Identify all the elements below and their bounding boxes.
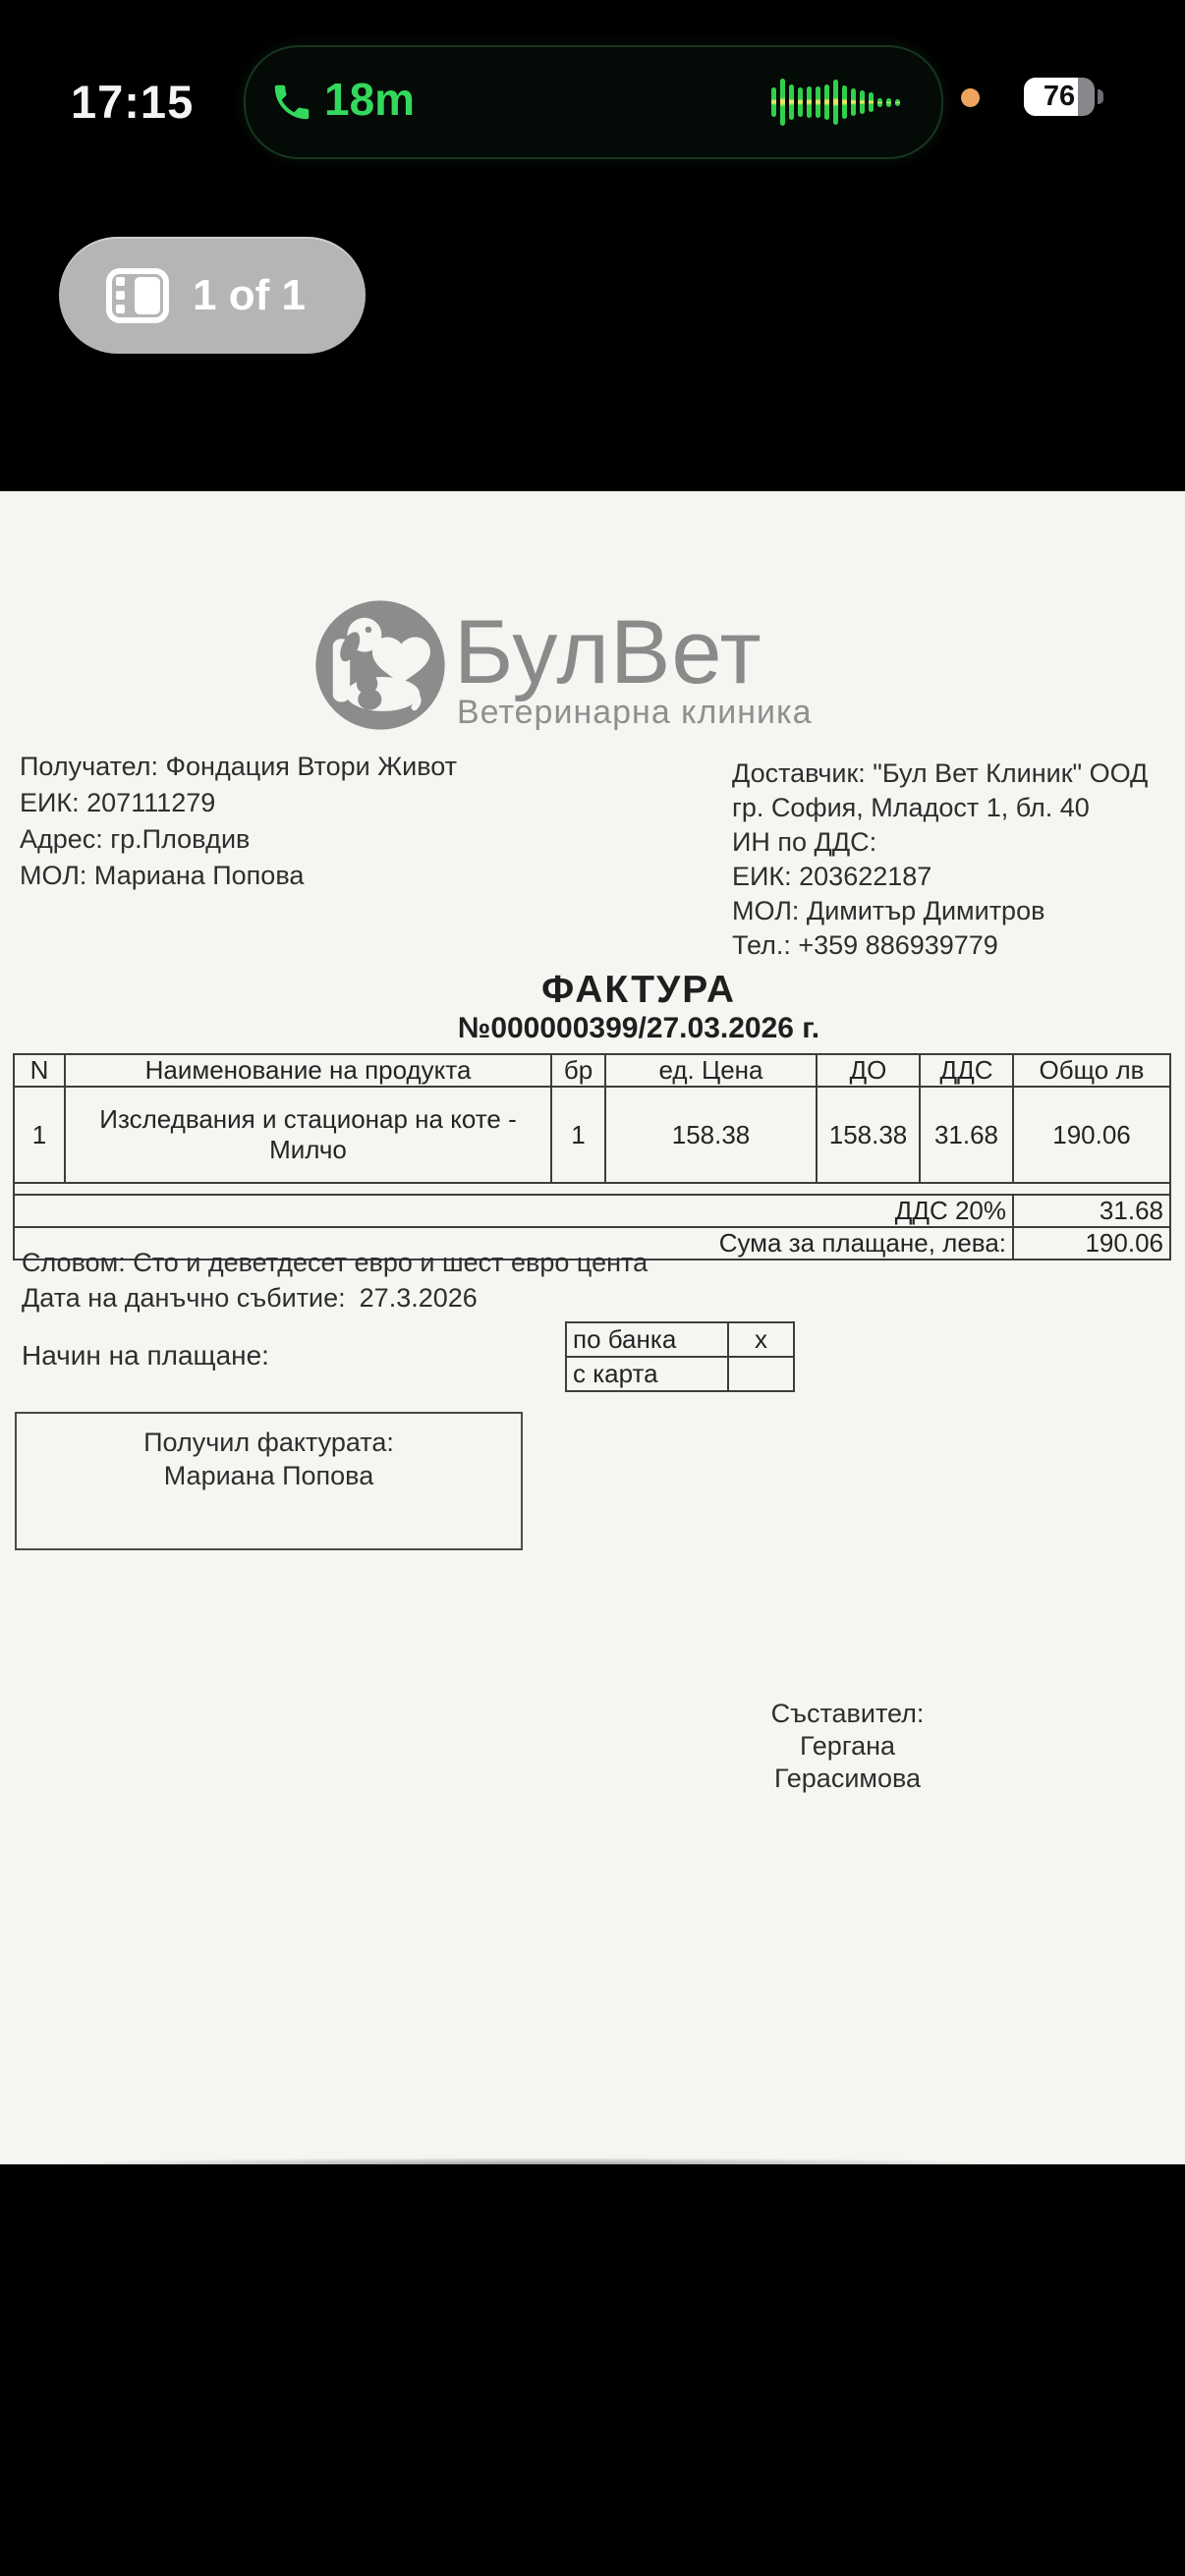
battery-icon [1024,78,1095,116]
recipient-line: Получател: Фондация Втори Живот [20,752,458,781]
col-header-total: Общо лв [1013,1054,1170,1087]
phone-icon [269,80,314,125]
payment-option-label: с карта [566,1357,728,1391]
col-header-unit-price: ед. Цена [605,1054,817,1087]
audio-waveform-icon [771,47,900,157]
payment-method-table [565,1321,795,1392]
payment-option-mark [728,1357,794,1391]
invoice-items-table [13,1053,1171,1260]
cell-qty: 1 [551,1087,605,1183]
composer-name: Гергана Герасимова [773,1731,922,1793]
received-by-box [15,1412,523,1550]
payment-option-mark: x [728,1322,794,1357]
col-header-base: ДО [817,1054,920,1087]
grand-total-label: Сума за плащане, лева: [14,1227,1013,1260]
cell-total: 190.06 [1013,1087,1170,1183]
vat-total-row [14,1195,1170,1227]
cell-product: Изследвания и стационар на коте - Милчо [65,1087,551,1183]
table-row [14,1087,1170,1183]
call-duration: 18m [324,74,416,125]
battery-cap [1098,89,1103,104]
payment-option-row [566,1322,794,1357]
col-header-vat: ДДС [920,1054,1013,1087]
supplier-block [732,756,1148,963]
dynamic-island-call-pill[interactable] [244,45,943,159]
page-thumbnails-icon [106,268,169,323]
status-time: 17:15 [71,76,195,128]
battery-percent: 76 [1043,81,1076,112]
invoice-number-line: №000000399/27.03.2026 г. [457,1012,820,1044]
spacer-row [14,1183,1170,1195]
vat-total-label: ДДС 20% [14,1195,1013,1227]
supplier-line: ИН по ДДС: [732,827,877,857]
recipient-line: МОЛ: Мариана Попова [20,861,305,890]
col-header-product: Наименование на продукта [65,1054,551,1087]
cell-unit-price: 158.38 [605,1087,817,1183]
col-header-qty: бр [551,1054,605,1087]
composer-label: Съставител: [770,1699,925,1728]
supplier-line: гр. София, Младост 1, бл. 40 [732,793,1090,822]
table-header-row [14,1054,1170,1087]
payment-method-label: Начин на плащане: [22,1340,269,1371]
bulvet-dog-cat-logo [314,599,446,731]
page-indicator-label: 1 of 1 [193,270,306,319]
mic-indicator-dot [961,88,980,107]
recipient-block [20,749,457,894]
received-by-title: Получил фактурата: [143,1428,394,1457]
supplier-line: Доставчик: "Бул Вет Клиник" ООД [732,758,1149,788]
payment-option-row [566,1357,794,1391]
clinic-tagline: Ветеринарна клиника [457,694,813,731]
tax-event-date-line [22,1283,478,1314]
supplier-line: ЕИК: 203622187 [732,862,932,891]
page-indicator-pill[interactable] [59,237,366,354]
recipient-line: ЕИК: 207111279 [20,788,216,817]
received-by-name: Мариана Попова [163,1461,374,1490]
cell-vat: 31.68 [920,1087,1013,1183]
cell-n: 1 [14,1087,65,1183]
scanned-invoice-page[interactable] [0,491,1185,2164]
vat-total-value: 31.68 [1013,1195,1170,1227]
grand-total-value: 190.06 [1013,1227,1170,1260]
cell-base: 158.38 [817,1087,920,1183]
tax-event-value: 27.3.2026 [359,1283,478,1313]
payment-option-label: по банка [566,1322,728,1357]
recipient-line: Адрес: гр.Пловдив [20,824,251,854]
invoice-title: ФАКТУРА [540,969,737,1011]
clinic-brand-name: БулВет [454,602,762,702]
composer-block [727,1698,968,1795]
tax-event-label: Дата на данъчно събитие: [22,1283,346,1313]
col-header-n: N [14,1054,65,1087]
supplier-line: Тел.: +359 886939779 [732,930,998,960]
supplier-line: МОЛ: Димитър Димитров [732,896,1045,925]
amount-in-words: Словом: Сто и деветдесет евро и шест евро цента [22,1248,649,1277]
